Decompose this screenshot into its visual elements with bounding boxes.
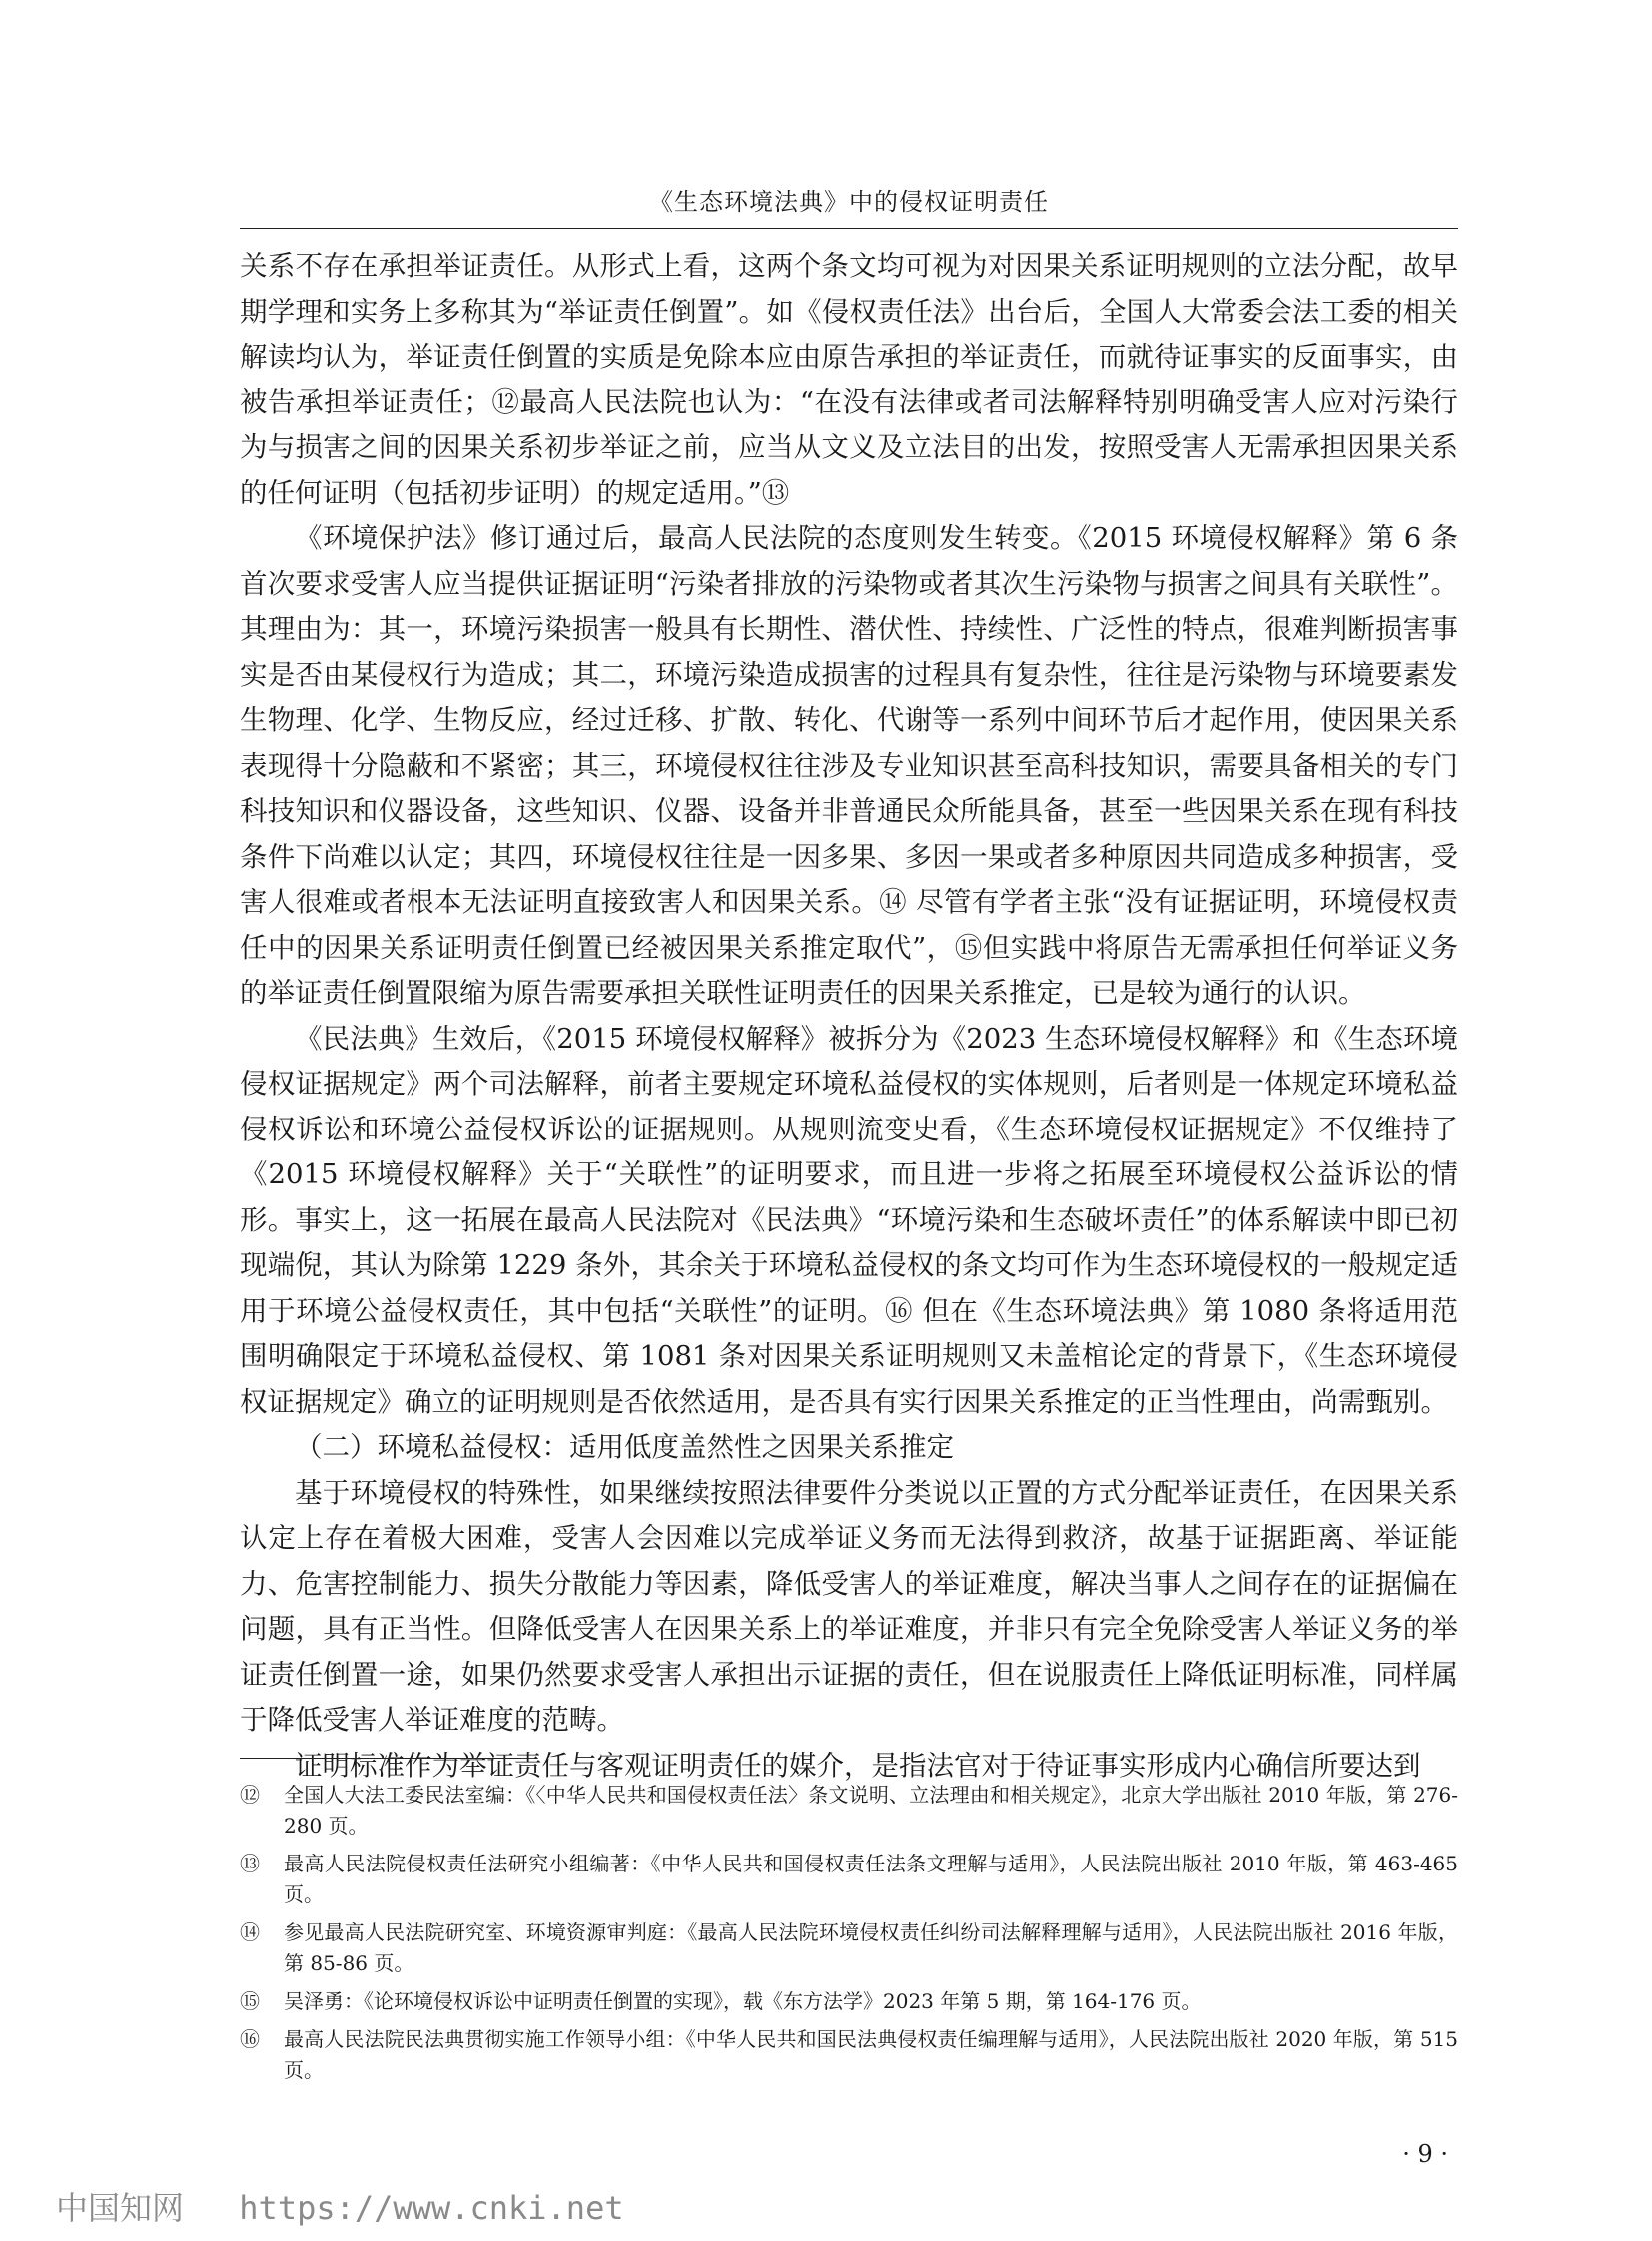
section-heading: （二）环境私益侵权：适用低度盖然性之因果关系推定 bbox=[295, 1431, 954, 1463]
body-paragraph: 《环境保护法》修订通过后，最高人民法院的态度则发生转变。《2015 环境侵权解释》第 6 条首次要求受害人应当提供证据证明“污染者排放的污染物或者其次生污染物与损害之间具有关联性”。其理由为：其一，环境污染损害一般具有长期性、潜伏性、持续性、广泛性的特点，很难判断损害事实是否由某侵权行为造成；其二，环境污染造成损害的过程具有复杂性，往往是污染物与环境要素发生物理、化学、生物反应，经过迁移、扩散、转化、代谢等一系列中间环节后才起作用，使因果关系表现得十分隐蔽和不紧密；其三，环境侵权往往涉及专业知识甚至高科技知识，需要具备相关的专门科技知识和仪器设备，这些知识、仪器、设备并非普通民众所能具备，甚至一些因果关系在现有科技条件下尚难以认定；其四，环境侵权往往是一因多果、多因一果或者多种原因共同造成多种损害，受害人很难或者根本无法证明直接致害人和因果关系。⑭ 尽管有学者主张“没有证据证明，环境侵权责任中的因果关系证明责任倒置已经被因果关系推定取代”，⑮但实践中将原告无需承担任何举证义务的举证责任倒置限缩为原告需要承担关联性证明责任的因果关系推定，已是较为通行的认识。 bbox=[240, 522, 1458, 1009]
footnote-mark: ⑮ bbox=[240, 1989, 260, 2013]
footnotes bbox=[240, 1780, 1458, 2093]
body-paragraph: 《民法典》生效后，《2015 环境侵权解释》被拆分为《2023 生态环境侵权解释》和《生态环境侵权证据规定》两个司法解释，前者主要规定环境私益侵权的实体规则，后者则是一体规定环境私益侵权诉讼和环境公益侵权诉讼的证据规则。从规则流变史看，《生态环境侵权证据规定》不仅维持了《2015 环境侵权解释》关于“关联性”的证明要求，而且进一步将之拓展至环境侵权公益诉讼的情形。事实上，这一拓展在最高人民法院对《民法典》“环境污染和生态破坏责任”的体系解读中即已初现端倪，其认为除第 1229 条外，其余关于环境私益侵权的条文均可作为生态环境侵权的一般规定适用于环境公益侵权责任，其中包括“关联性”的证明。⑯ 但在《生态环境法典》第 1080 条将适用范围明确限定于环境私益侵权、第 1081 条对因果关系证明规则又未盖棺论定的背景下，《生态环境侵权证据规定》确立的证明规则是否依然适用，是否具有实行因果关系推定的正当性理由，尚需甄别。 bbox=[240, 1022, 1458, 1418]
footnote-item bbox=[240, 1917, 1458, 1979]
footnote-text: 参见最高人民法院研究室、环境资源审判庭：《最高人民法院环境侵权责任纠纷司法解释理解与适用》，人民法院出版社 2016 年版，第 85-86 页。 bbox=[284, 1920, 1458, 1975]
page-number: · 9 · bbox=[1402, 2140, 1448, 2168]
footnote-item bbox=[240, 2024, 1458, 2086]
footnote-text: 最高人民法院民法典贯彻实施工作领导小组：《中华人民共和国民法典侵权责任编理解与适用》，人民法院出版社 2020 年版，第 515 页。 bbox=[284, 2027, 1458, 2082]
footnote-text: 最高人民法院侵权责任法研究小组编著：《中华人民共和国侵权责任法条文理解与适用》，人民法院出版社 2010 年版，第 463-465 页。 bbox=[284, 1852, 1458, 1906]
body-text bbox=[240, 244, 1458, 1789]
footnote-text: 全国人大法工委民法室编：《〈中华人民共和国侵权责任法〉条文说明、立法理由和相关规定》，北京大学出版社 2010 年版，第 276-280 页。 bbox=[284, 1783, 1458, 1838]
cnki-watermark bbox=[56, 2183, 624, 2229]
footnote-item bbox=[240, 1780, 1458, 1842]
footnote-item bbox=[240, 1986, 1458, 2017]
header-rule bbox=[240, 228, 1458, 229]
footnote-mark: ⑬ bbox=[240, 1852, 260, 1875]
footnote-mark: ⑫ bbox=[240, 1783, 260, 1807]
footnote-rule bbox=[240, 1758, 521, 1759]
body-paragraph: 基于环境侵权的特殊性，如果继续按照法律要件分类说以正置的方式分配举证责任，在因果关系认定上存在着极大困难，受害人会因难以完成举证义务而无法得到救济，故基于证据距离、举证能力、危害控制能力、损失分散能力等因素，降低受害人的举证难度，解决当事人之间存在的证据偏在问题，具有正当性。但降低受害人在因果关系上的举证难度，并非只有完全免除受害人举证义务的举证责任倒置一途，如果仍然要求受害人承担出示证据的责任，但在说服责任上降低证明标准，同样属于降低受害人举证难度的范畴。 bbox=[240, 1476, 1458, 1736]
footnote-mark: ⑯ bbox=[240, 2027, 260, 2051]
footnote-item bbox=[240, 1849, 1458, 1910]
watermark-logo: 中国知网 bbox=[56, 2189, 185, 2227]
body-paragraph: 证明标准作为举证责任与客观证明责任的媒介，是指法官对于待证事实形成内心确信所要达到 bbox=[295, 1749, 1421, 1782]
body-paragraph: 关系不存在承担举证责任。从形式上看，这两个条文均可视为对因果关系证明规则的立法分配，故早期学理和实务上多称其为“举证责任倒置”。如《侵权责任法》出台后，全国人大常委会法工委的相关解读均认为，举证责任倒置的实质是免除本应由原告承担的举证责任，而就待证事实的反面事实，由被告承担举证责任；⑫最高人民法院也认为：“在没有法律或者司法解释特别明确受害人应对污染行为与损害之间的因果关系初步举证之前，应当从文义及立法目的出发，按照受害人无需承担因果关系的任何证明（包括初步证明）的规定适用。”⑬ bbox=[240, 250, 1458, 509]
footnote-text: 吴泽勇：《论环境侵权诉讼中证明责任倒置的实现》，载《东方法学》2023 年第 5 期，第 164-176 页。 bbox=[284, 1989, 1202, 2013]
watermark-url: https://www.cnki.net bbox=[239, 2189, 624, 2227]
running-header: 《生态环境法典》中的侵权证明责任 bbox=[649, 188, 1049, 216]
footnote-mark: ⑭ bbox=[240, 1920, 260, 1944]
